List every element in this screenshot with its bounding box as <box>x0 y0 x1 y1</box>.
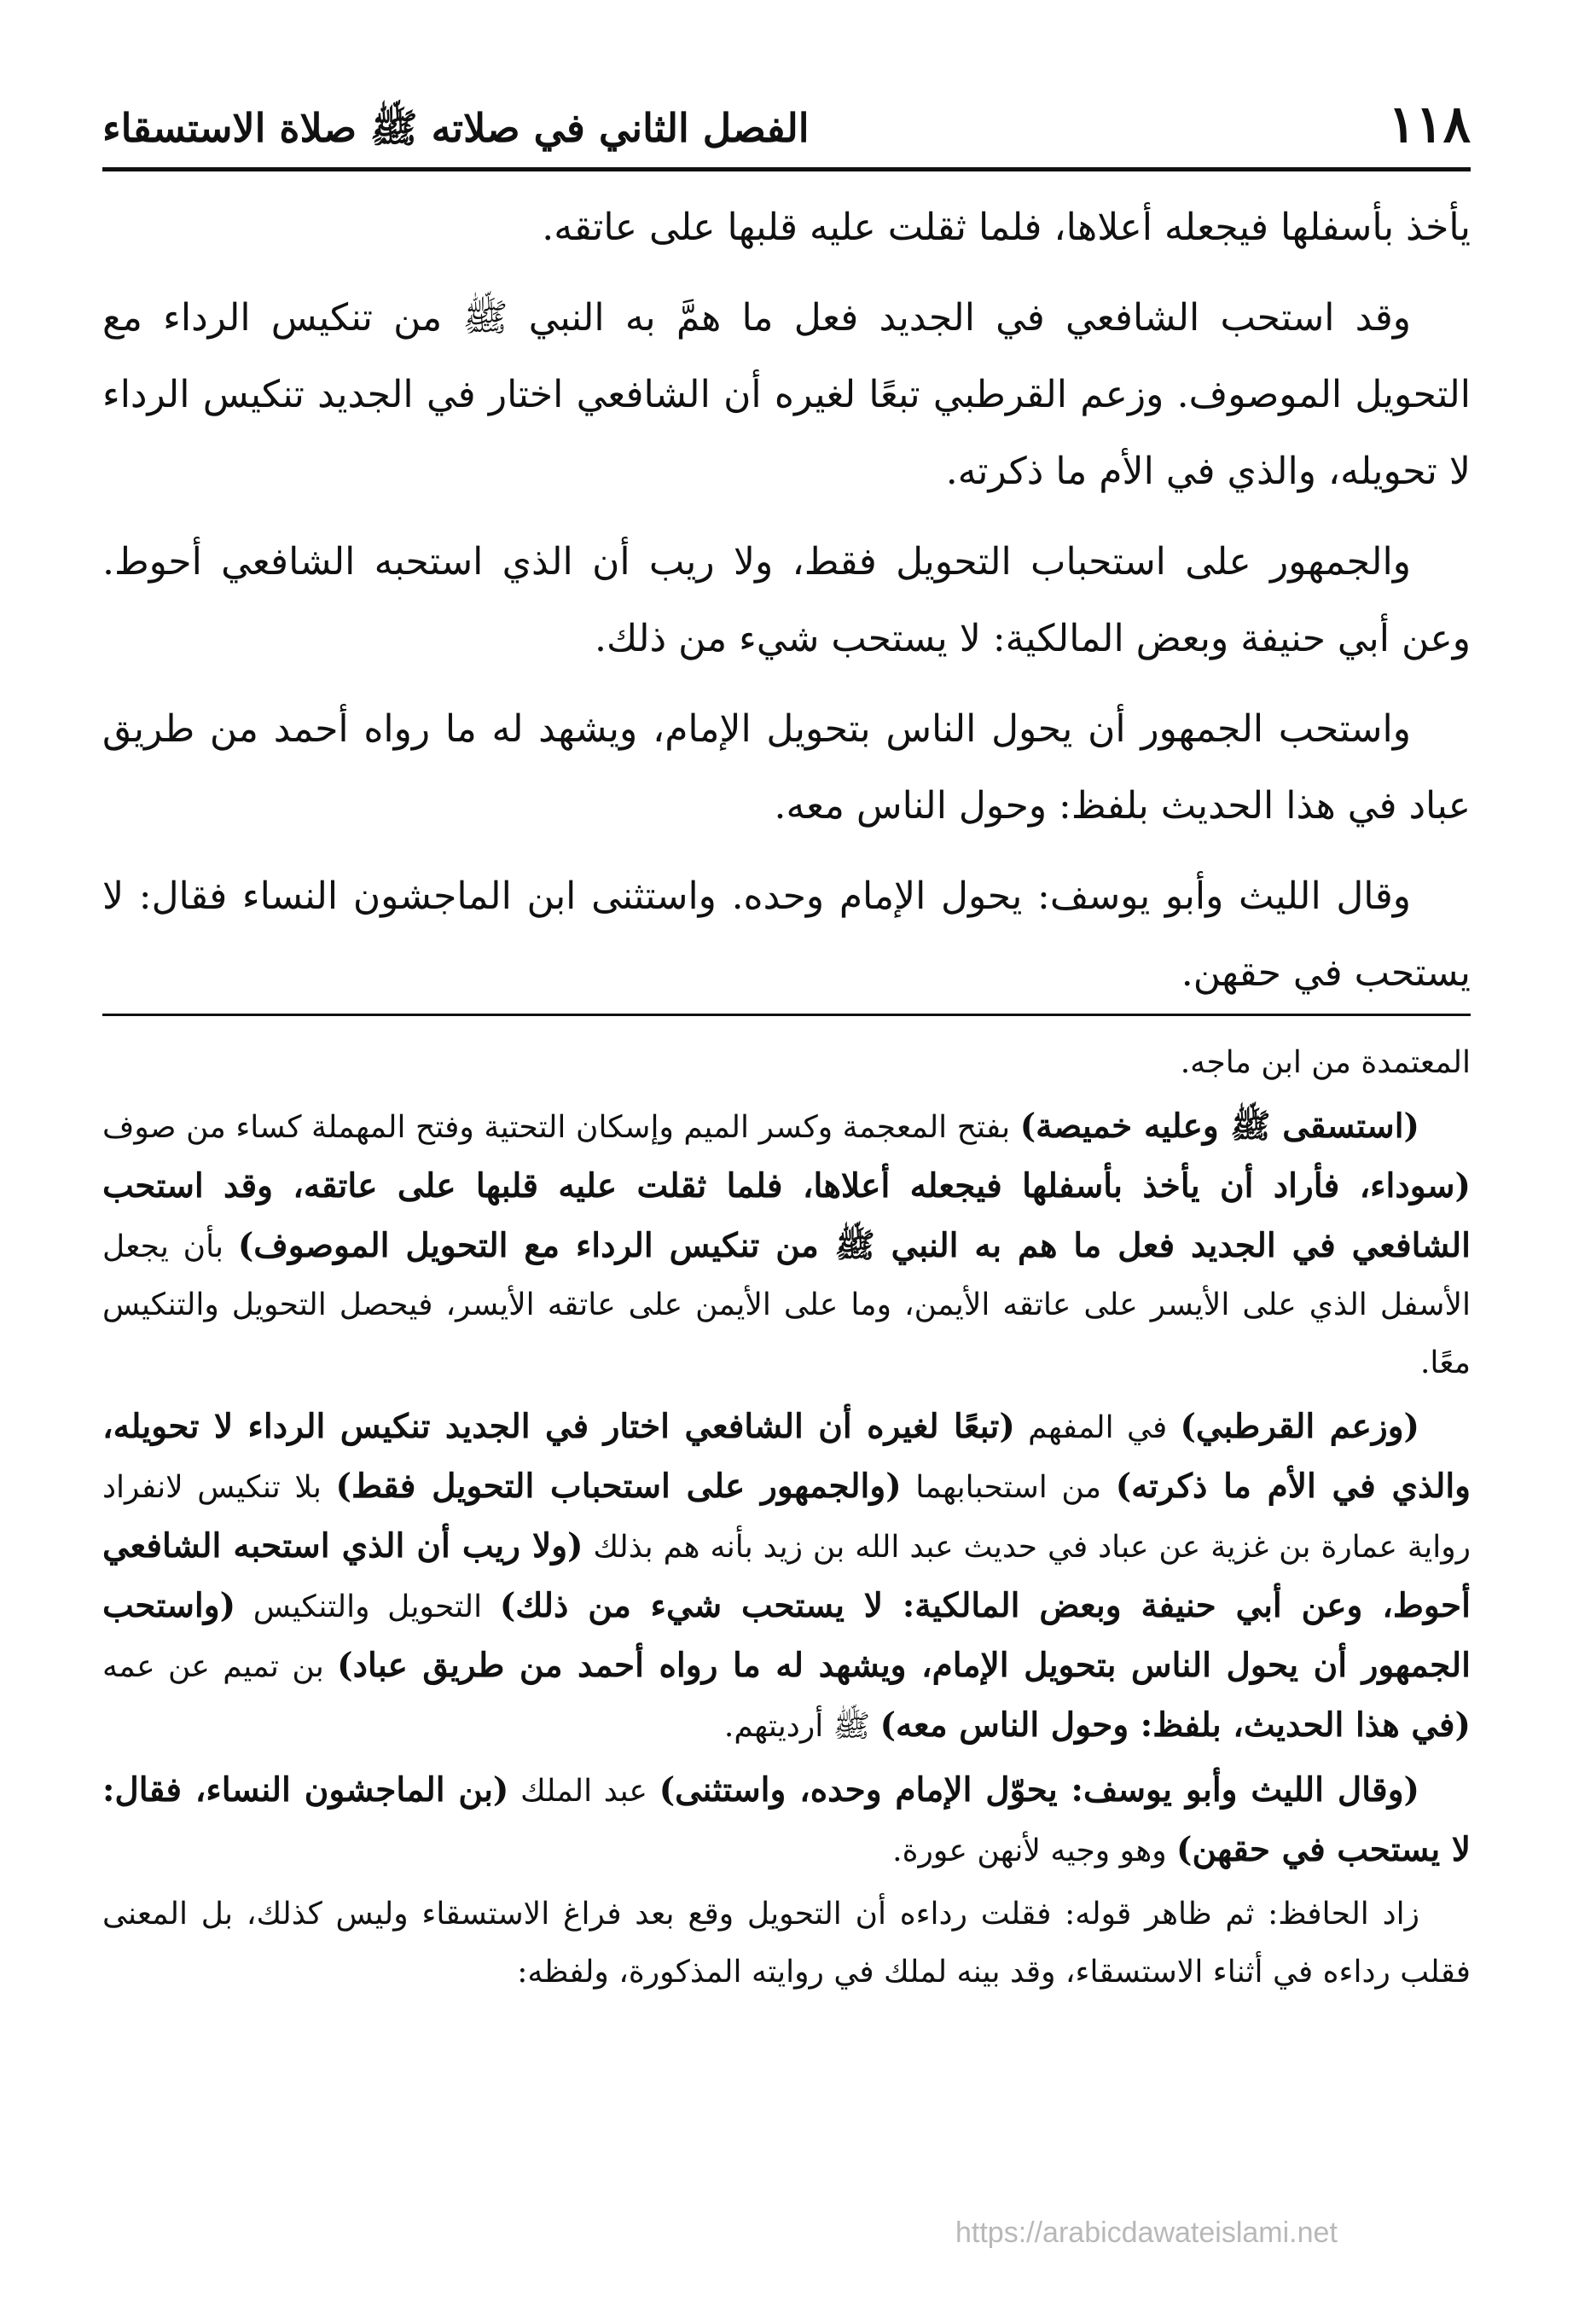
quoted-text: (وزعم القرطبي) <box>1180 1407 1420 1446</box>
quoted-text: (واستحب الجمهور أن يحول الناس بتحويل الإمام، ويشهد له ما رواه أحمد من طريق عباد) <box>102 1586 1471 1685</box>
commentary-paragraph-4 <box>102 1761 1471 1880</box>
commentary-text: بلا تنكيس لانفراد رواية عمارة بن غزية عن عباد في حديث عبد الله بن زيد بأنه هم بذلك <box>102 1470 1471 1565</box>
commentary-text: ﷺ أرديتهم. <box>723 1709 880 1744</box>
commentary-paragraph-1: المعتمدة من ابن ماجه. <box>1180 1045 1471 1080</box>
main-paragraph-3: والجمهور على استحباب التحويل فقط، ولا ريب أن الذي استحبه الشافعي أحوط. وعن أبي حنيفة وبعض المالكية: لا يستحب شيء من ذلك. <box>102 540 1471 660</box>
commentary-text: عبد الملك <box>508 1774 659 1809</box>
main-paragraph-5: وقال الليث وأبو يوسف: يحول الإمام وحده. واستثنى ابن الماجشون النساء فقال: لا يستحب في حقهن. <box>102 874 1471 995</box>
commentary-text: بأن يجعل الأسفل الذي على الأيسر على عاتقه الأيمن، وما على الأيمن على عاتقه الأيسر، فيحصل التحويل والتنكيس معًا. <box>102 1229 1471 1380</box>
commentary-text: التحويل والتنكيس <box>235 1589 500 1624</box>
watermark-url: https://arabicdawateislami.net <box>955 2217 1338 2249</box>
commentary-paragraph-3 <box>102 1397 1471 1756</box>
running-title: الفصل الثاني في صلاته ﷺ صلاة الاستسقاء <box>102 105 810 152</box>
quoted-text: (في هذا الحديث، بلفظ: وحول الناس معه) <box>879 1705 1471 1745</box>
main-text <box>102 189 1471 1025</box>
quoted-text: (والجمهور على استحباب التحويل فقط) <box>335 1467 902 1506</box>
commentary-text: في المفهم <box>1014 1410 1181 1445</box>
commentary-text: بن تميم عن عمه <box>102 1649 338 1684</box>
commentary-text: بفتح المعجمة وكسر الميم وإسكان التحتية وفتح المهملة كساء من صوف <box>102 1110 1020 1145</box>
commentary-text: وهو وجيه لأنهن عورة. <box>892 1833 1177 1868</box>
commentary-divider <box>102 1014 1471 1016</box>
main-paragraph-4: واستحب الجمهور أن يحول الناس بتحويل الإمام، ويشهد له ما رواه أحمد من طريق عباد في هذا الحديث بلفظ: وحول الناس معه. <box>102 707 1471 828</box>
page-header <box>102 82 1471 154</box>
page-number: ١١٨ <box>1388 95 1471 154</box>
quoted-text: (سوداء، فأراد أن يأخذ بأسفلها فيجعله أعلاها، فلما ثقلت عليه قلبها على عاتقه، وقد استحب الشافعي في الجديد فعل ما هم به النبي ﷺ من تنكيس الرداء مع التحويل الموصوف) <box>102 1166 1471 1265</box>
quoted-text: (تبعًا لغيره أن الشافعي اختار في الجديد تنكيس الرداء لا تحويله، والذي في الأم ما ذكرته) <box>102 1407 1471 1506</box>
commentary <box>102 1034 1471 2007</box>
quoted-text: (وقال الليث وأبو يوسف: يحوّل الإمام وحده، واستثنى) <box>659 1770 1419 1810</box>
main-paragraph-2: وقد استحب الشافعي في الجديد فعل ما همَّ به النبي ﷺ من تنكيس الرداء مع التحويل الموصوف. وزعم القرطبي تبعًا لغيره أن الشافعي اختار في الجديد تنكيس الرداء لا تحويله، والذي في الأم ما ذكرته. <box>102 296 1471 493</box>
commentary-paragraph-2 <box>102 1097 1471 1392</box>
commentary-text: من استحبابهما <box>901 1470 1116 1505</box>
quoted-text: (ولا ريب أن الذي استحبه الشافعي أحوط، وعن أبي حنيفة وبعض المالكية: لا يستحب شيء من ذلك) <box>102 1526 1471 1625</box>
main-paragraph-1: يأخذ بأسفلها فيجعله أعلاها، فلما ثقلت عليه قلبها على عاتقه. <box>542 206 1471 249</box>
quoted-text: (بن الماجشون النساء، فقال: لا يستحب في حقهن) <box>102 1770 1471 1869</box>
commentary-paragraph-5: زاد الحافظ: ثم ظاهر قوله: فقلت رداءه أن التحويل وقع بعد فراغ الاستسقاء وليس كذلك، بل المعنى فقلب رداءه في أثناء الاستسقاء، وقد بينه لملك في روايته المذكورة، ولفظه: <box>102 1897 1471 1990</box>
header-divider <box>102 167 1471 171</box>
quoted-text: (استسقى ﷺ وعليه خميصة) <box>1019 1107 1420 1146</box>
